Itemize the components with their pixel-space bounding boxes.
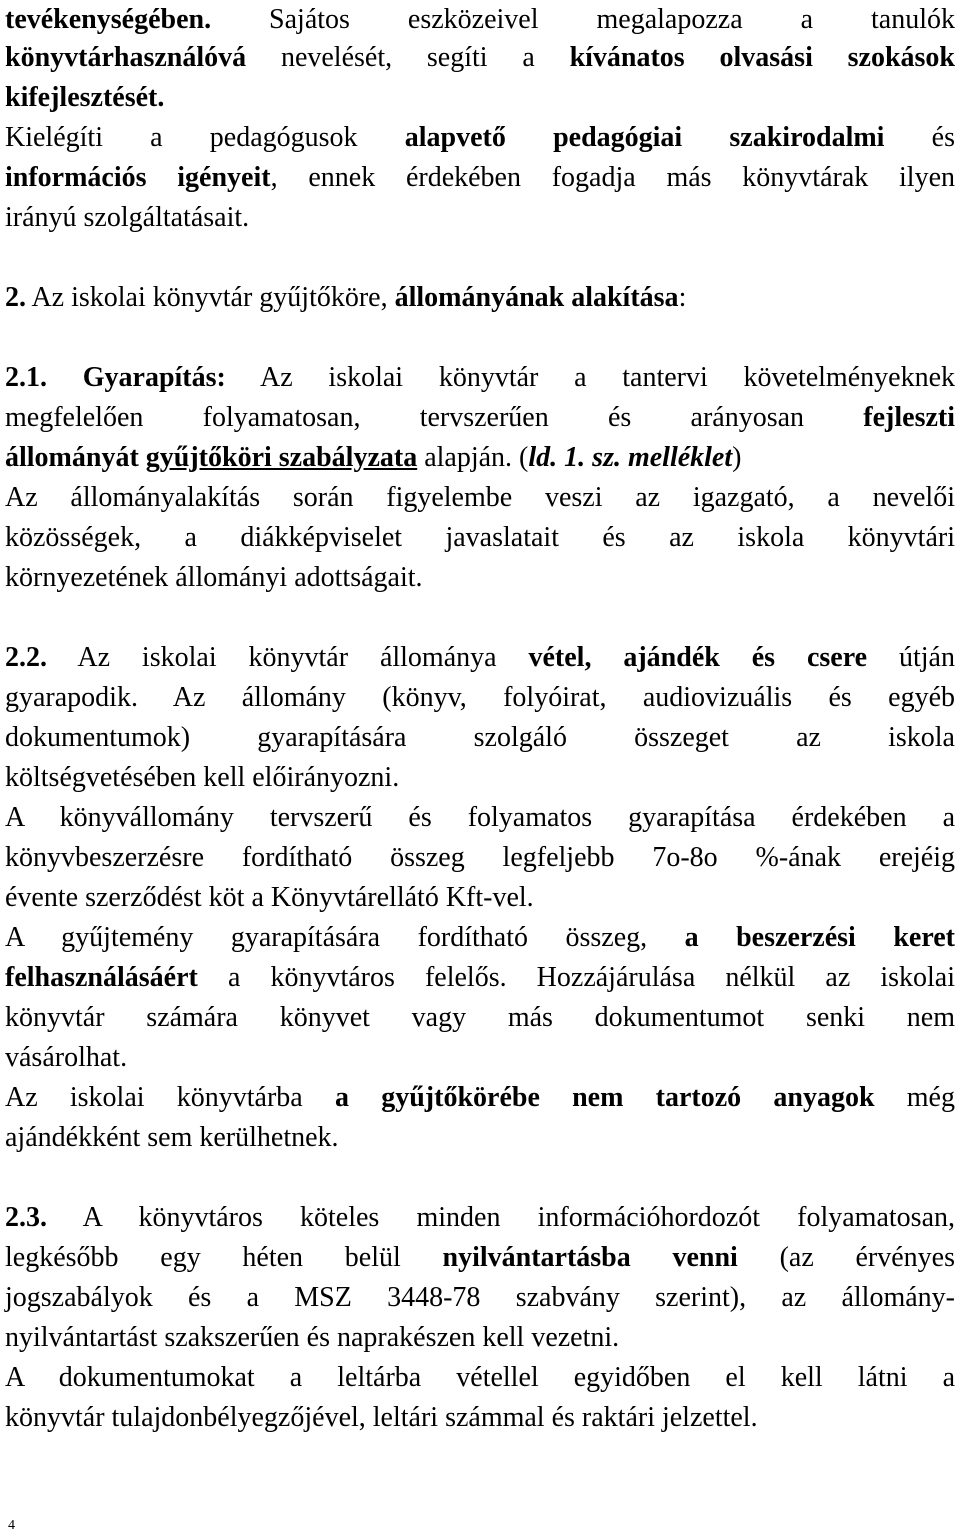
text-run: felhasználásáért <box>5 962 198 993</box>
text-line <box>5 1198 955 1238</box>
text-line <box>5 1038 955 1078</box>
text-run: 2.3. <box>5 1202 47 1233</box>
text-line <box>5 918 955 958</box>
text-run: környezetének állományi adottságait. <box>5 562 423 593</box>
text-run: a beszerzési keret <box>684 922 955 953</box>
text-run: könyvtár számára könyvet vagy más dokumentumot senki nem <box>5 1002 955 1033</box>
text-run: közösségek, a diákképviselet javaslatait és az iskola könyvtári <box>5 522 955 553</box>
text-line <box>5 998 955 1038</box>
text-line <box>5 638 955 678</box>
text-line <box>5 798 955 838</box>
text-run: , ennek érdekében fogadja más könyvtárak ilyen <box>270 162 955 193</box>
text-run: A könyvtáros köteles minden információhordozót folyamatosan, <box>47 1202 955 1233</box>
text-line <box>5 438 955 478</box>
text-line <box>5 1318 955 1358</box>
text-line <box>5 358 955 398</box>
text-line <box>5 478 955 518</box>
text-run: 2. <box>5 282 26 313</box>
text-run: 2.1. Gyarapítás: <box>5 362 226 393</box>
text-run: Az iskolai könyvtár állománya <box>47 642 529 673</box>
text-run: Kielégíti a pedagógusok <box>5 122 405 153</box>
text-line <box>5 0 955 40</box>
text-run: a gyűjtőkörébe nem tartozó anyagok <box>334 1082 875 1113</box>
page-number: 4 <box>8 1518 15 1533</box>
text-run: A dokumentumokat a leltárba vétellel egyidőben el kell látni a <box>5 1362 955 1393</box>
text-run: gyűjtőköri szabályzata <box>145 442 418 473</box>
text-run: nyilvántartásba venni <box>442 1242 738 1273</box>
text-run: alapján. ( <box>417 442 529 473</box>
text-line <box>5 158 955 198</box>
text-line <box>5 1238 955 1278</box>
text-run: a könyvtáros felelős. Hozzájárulása nélkül az iskolai <box>197 962 955 993</box>
text-line <box>5 518 955 558</box>
text-line <box>5 1278 955 1318</box>
text-line <box>5 198 955 238</box>
text-run: ajándékként sem kerülhetnek. <box>5 1122 339 1153</box>
text-run: és <box>884 122 955 153</box>
text-line <box>5 398 955 438</box>
text-line <box>5 878 955 918</box>
text-run: könyvtárhasználóvá <box>5 42 247 73</box>
text-line <box>5 838 955 878</box>
text-line <box>5 1118 955 1158</box>
text-line <box>5 1078 955 1118</box>
text-line <box>5 78 955 118</box>
text-run: A gyűjtemény gyarapítására fordítható összeg, <box>5 922 685 953</box>
text-line <box>5 758 955 798</box>
text-run: évente szerződést köt a Könyvtárellátó Kft-vel. <box>5 882 534 913</box>
text-run: : <box>678 282 687 313</box>
text-run: tevékenységében. <box>5 4 212 35</box>
text-line <box>5 278 955 318</box>
text-run: útján <box>867 642 955 673</box>
text-run: Sajátos eszközeivel megalapozza a tanulók <box>211 4 955 35</box>
text-line <box>5 38 955 78</box>
text-run: nevelését, segíti a <box>246 42 570 73</box>
text-line <box>5 718 955 758</box>
text-line <box>5 118 955 158</box>
text-run: kívánatos olvasási szokások <box>569 42 955 73</box>
text-run: Az állományalakítás során figyelembe veszi az igazgató, a nevelői <box>5 482 955 513</box>
text-line <box>5 1398 955 1438</box>
text-run: ld. 1. sz. melléklet <box>528 442 733 473</box>
text-run: Az iskolai könyvtár a tantervi követelményeknek <box>225 362 955 393</box>
text-run: A könyvállomány tervszerű és folyamatos gyarapítása érdekében a <box>5 802 955 833</box>
text-run: vásárolhat. <box>5 1042 128 1073</box>
text-run: vétel, ajándék és csere <box>528 642 868 673</box>
text-run: ) <box>732 442 742 473</box>
text-run: (az érvényes <box>737 1242 955 1273</box>
text-run: állományának alakítása <box>394 282 679 313</box>
text-line <box>5 1358 955 1398</box>
text-run: könyvbeszerzésre fordítható összeg legfeljebb 7o-8o %-ának erejéig <box>5 842 955 873</box>
text-run: jogszabályok és a MSZ 3448-78 szabvány szerint), az állomány- <box>5 1282 955 1313</box>
text-run: könyvtár tulajdonbélyegzőjével, leltári számmal és raktári jelzettel. <box>5 1402 758 1433</box>
text-line <box>5 558 955 598</box>
text-run: Az iskolai könyvtárba <box>5 1082 335 1113</box>
text-run: nyilvántartást szakszerűen és naprakészen kell vezetni. <box>5 1322 620 1353</box>
text-run: költségvetésében kell előirányozni. <box>5 762 400 793</box>
text-run: gyarapodik. Az állomány (könyv, folyóirat, audiovizuális és egyéb <box>5 682 955 713</box>
text-run: információs igényeit <box>5 162 271 193</box>
text-run: irányú szolgáltatásait. <box>5 202 250 233</box>
text-run: 2.2. <box>5 642 47 673</box>
text-line <box>5 958 955 998</box>
text-run: legkésőbb egy héten belül <box>5 1242 443 1273</box>
text-run: dokumentumok) gyarapítására szolgáló összeget az iskola <box>5 722 955 753</box>
text-run: még <box>874 1082 955 1113</box>
text-run: fejleszti <box>863 402 955 433</box>
text-run: megfelelően folyamatosan, tervszerűen és arányosan <box>5 402 864 433</box>
text-run: alapvető pedagógiai szakirodalmi <box>404 122 885 153</box>
text-run: kifejlesztését. <box>5 82 165 113</box>
text-line <box>5 678 955 718</box>
text-run: állományát <box>5 442 146 473</box>
text-run: Az iskolai könyvtár gyűjtőköre, <box>26 282 395 313</box>
